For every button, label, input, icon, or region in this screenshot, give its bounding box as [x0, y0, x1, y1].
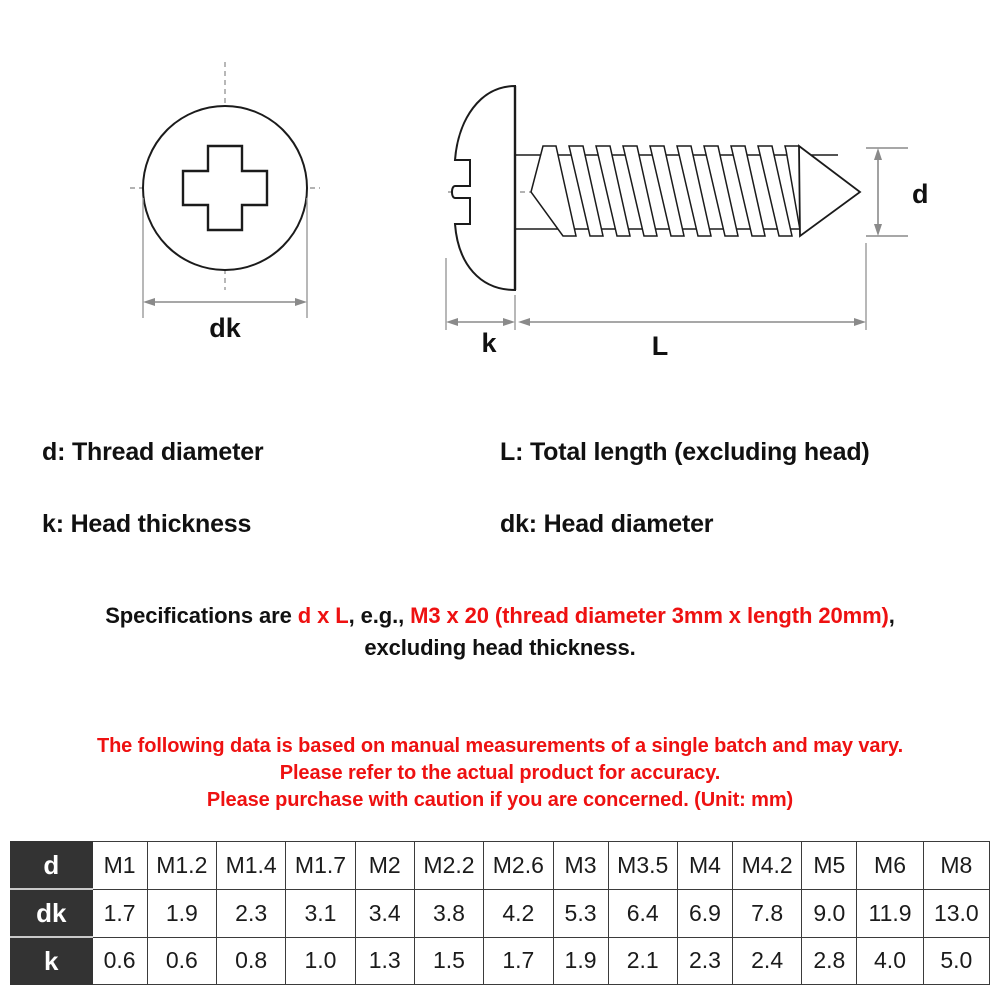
table-row-dk — [11, 889, 990, 937]
top-view-group — [130, 62, 320, 343]
cell-d-10: M4.2 — [732, 842, 801, 890]
cell-k-0: 0.6 — [92, 937, 147, 985]
row-header-d: d — [11, 842, 93, 890]
cell-d-4: M2 — [355, 842, 414, 890]
cell-d-12: M6 — [857, 842, 923, 890]
dk-dimension-arrow — [143, 298, 307, 306]
cell-d-11: M5 — [802, 842, 857, 890]
cell-d-6: M2.6 — [484, 842, 553, 890]
cell-k-8: 2.1 — [608, 937, 677, 985]
table-row-d — [11, 842, 990, 890]
cell-d-0: M1 — [92, 842, 147, 890]
cell-d-8: M3.5 — [608, 842, 677, 890]
cell-d-9: M4 — [677, 842, 732, 890]
cell-k-5: 1.5 — [414, 937, 483, 985]
specification-line-2: excluding head thickness. — [364, 635, 636, 660]
specification-note — [0, 600, 1000, 664]
k-dimension-arrow — [446, 318, 515, 326]
l-dimension-arrow — [518, 318, 866, 326]
row-header-dk: dk — [11, 889, 93, 937]
cell-k-11: 2.8 — [802, 937, 857, 985]
l-dimension-label: L — [651, 331, 669, 361]
cell-d-7: M3 — [553, 842, 608, 890]
dimension-table-body — [11, 842, 990, 985]
cell-k-7: 1.9 — [553, 937, 608, 985]
screw-technical-drawing — [0, 0, 1000, 400]
screw-point-tip — [799, 146, 860, 236]
pan-head-profile — [452, 86, 515, 290]
d-dimension-label: d — [912, 179, 929, 209]
spec-text-part-2: , e.g., — [348, 603, 411, 628]
cell-k-1: 0.6 — [147, 937, 216, 985]
cell-dk-4: 3.4 — [355, 889, 414, 937]
side-view-group — [446, 86, 929, 361]
cell-dk-9: 6.9 — [677, 889, 732, 937]
dimension-table — [10, 841, 990, 985]
cell-k-10: 2.4 — [732, 937, 801, 985]
k-dimension-label: k — [481, 328, 497, 358]
cell-k-4: 1.3 — [355, 937, 414, 985]
table-row-k — [11, 937, 990, 985]
cell-dk-11: 9.0 — [802, 889, 857, 937]
legend-item-thread-diameter: d: Thread diameter — [42, 438, 264, 466]
cell-d-2: M1.4 — [216, 842, 285, 890]
cell-k-13: 5.0 — [923, 937, 989, 985]
legend-item-head-diameter: dk: Head diameter — [500, 510, 714, 538]
cell-k-12: 4.0 — [857, 937, 923, 985]
cell-dk-0: 1.7 — [92, 889, 147, 937]
legend-item-total-length: L: Total length (excluding head) — [500, 438, 870, 466]
spec-accent-format: d x L — [297, 603, 349, 628]
cell-d-1: M1.2 — [147, 842, 216, 890]
spec-text-part-3: , — [888, 603, 895, 628]
cell-dk-13: 13.0 — [923, 889, 989, 937]
cell-d-5: M2.2 — [414, 842, 483, 890]
disclaimer-line-3: Please purchase with caution if you are concerned. (Unit: mm) — [206, 789, 794, 811]
cell-dk-8: 6.4 — [608, 889, 677, 937]
disclaimer-line-1: The following data is based on manual measurements of a single batch and may vary. — [96, 735, 904, 757]
cell-d-13: M8 — [923, 842, 989, 890]
dk-dimension-label: dk — [209, 313, 241, 343]
cell-dk-1: 1.9 — [147, 889, 216, 937]
cell-dk-12: 11.9 — [857, 889, 923, 937]
cell-k-9: 2.3 — [677, 937, 732, 985]
legend-block — [0, 425, 1000, 560]
thread-profile — [531, 146, 812, 236]
cell-dk-6: 4.2 — [484, 889, 553, 937]
cell-dk-10: 7.8 — [732, 889, 801, 937]
cell-dk-7: 5.3 — [553, 889, 608, 937]
cell-k-2: 0.8 — [216, 937, 285, 985]
cell-k-3: 1.0 — [286, 937, 355, 985]
cell-dk-2: 2.3 — [216, 889, 285, 937]
d-dimension-arrow — [874, 148, 882, 236]
spec-accent-example: M3 x 20 (thread diameter 3mm x length 20mm) — [410, 603, 889, 628]
disclaimer-line-2: Please refer to the actual product for accuracy. — [279, 762, 721, 784]
spec-text-part-1: Specifications are — [105, 603, 298, 628]
cell-k-6: 1.7 — [484, 937, 553, 985]
measurement-disclaimer — [0, 733, 1000, 814]
cell-dk-5: 3.8 — [414, 889, 483, 937]
specification-line-1 — [0, 600, 1000, 632]
cell-d-3: M1.7 — [286, 842, 355, 890]
row-header-k: k — [11, 937, 93, 985]
legend-item-head-thickness: k: Head thickness — [42, 510, 252, 538]
cell-dk-3: 3.1 — [286, 889, 355, 937]
